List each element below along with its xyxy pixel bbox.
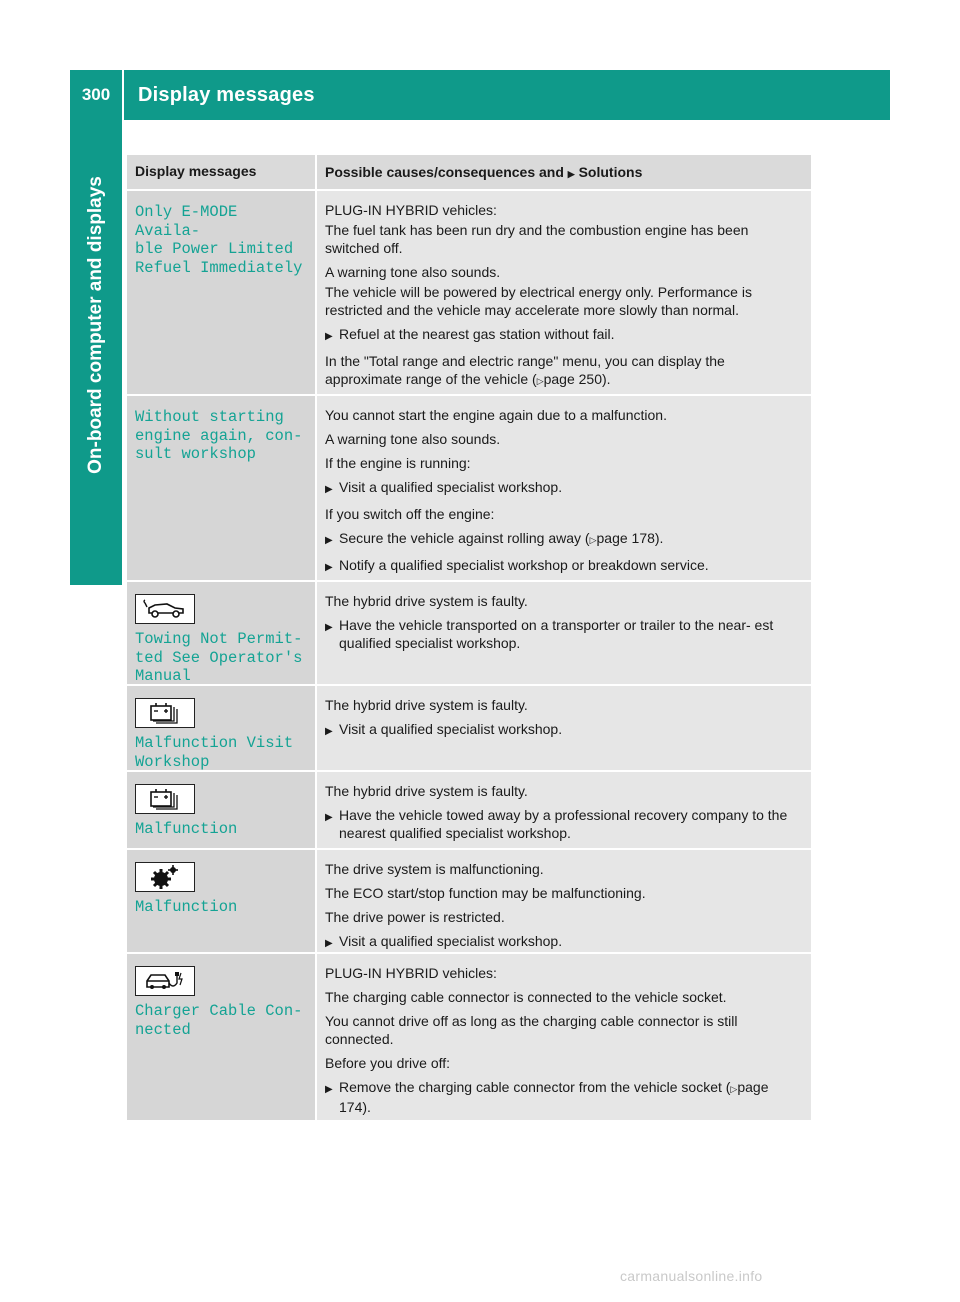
step-arrow-icon: ▶ — [325, 812, 333, 823]
page-link[interactable]: page 174). — [339, 1079, 769, 1115]
col-header-causes-text: Possible causes/consequences and — [325, 164, 564, 180]
cause-text: The vehicle will be powered by electrical energy only. Performance is restricted and the vehicle may accelerate more slowly than normal. — [325, 284, 752, 318]
section-tab-label-wrap — [70, 120, 122, 530]
cause-text: The charging cable connector is connected to the vehicle socket. — [325, 989, 727, 1005]
step-arrow-icon: ▶ — [325, 535, 333, 546]
hybrid-battery-icon — [135, 784, 195, 814]
cause-text: PLUG-IN HYBRID vehicles: — [325, 965, 497, 981]
cause-text: The hybrid drive system is faulty. — [325, 783, 528, 799]
charging-cable-car-icon — [135, 966, 195, 996]
cause-text: You cannot drive off as long as the charging cable connector is still connected. — [325, 1013, 738, 1047]
step-arrow-icon: ▶ — [325, 938, 333, 949]
cause-text: Before you drive off: — [325, 1055, 451, 1071]
cause-text: PLUG-IN HYBRID vehicles: — [325, 202, 497, 218]
table-row — [127, 772, 811, 850]
cause-text: You cannot start the engine again due to a malfunction. — [325, 407, 667, 423]
cause-text: If you switch off the engine: — [325, 506, 495, 522]
display-message: Malfunction — [135, 898, 238, 916]
step-arrow-icon: ▶ — [325, 484, 333, 495]
arrow-icon: ▶ — [567, 169, 575, 179]
step-arrow-icon: ▶ — [325, 726, 333, 737]
solution-step: ▶ Have the vehicle transported on a transporter or trailer to the near- est qualified specialist workshop. — [325, 617, 774, 651]
cause-text: A warning tone also sounds. — [325, 431, 501, 447]
tow-car-icon — [135, 594, 195, 624]
solution-step: ▶ Visit a qualified specialist workshop. — [325, 478, 803, 499]
solution-step: ▶ Refuel at the nearest gas station without fail. — [325, 325, 803, 346]
display-message: Charger Cable Con‐ nected — [135, 1002, 303, 1039]
watermark: carmanualsonline.info — [620, 1268, 763, 1284]
cross-reference: In the "Total range and electric range" menu, you can display the approximate range of the vehicle (▷page 250). — [325, 353, 725, 387]
step-arrow-icon: ▶ — [325, 331, 333, 342]
table-row — [127, 954, 811, 1122]
cause-text: The ECO start/stop function may be malfunctioning. — [325, 885, 646, 901]
display-message: Without starting engine again, con‐ sult workshop — [135, 408, 303, 463]
table-row — [127, 396, 811, 582]
step-arrow-icon: ▶ — [325, 562, 333, 573]
cause-text: The drive system is malfunctioning. — [325, 861, 544, 877]
solution-step: ▶ Notify a qualified specialist workshop or breakdown service. — [325, 556, 803, 577]
table-header-row — [127, 155, 811, 191]
section-tab-label: On-board computer and displays — [85, 176, 106, 474]
display-message: Only E-MODE Availa‐ ble Power Limited Refuel Immediately — [135, 203, 303, 277]
solution-step: ▶ Remove the charging cable connector from the vehicle socket (▷page 174). — [325, 1079, 769, 1115]
page-title: Display messages — [138, 83, 315, 106]
cause-text: If the engine is running: — [325, 455, 471, 471]
step-arrow-icon: ▶ — [325, 622, 333, 633]
page-ref-icon: ▷ — [536, 376, 544, 386]
table-row — [127, 850, 811, 954]
page-link[interactable]: page 178). — [596, 530, 664, 546]
cause-text: A warning tone also sounds. — [325, 264, 501, 280]
solution-step: ▶ Have the vehicle towed away by a professional recovery company to the nearest qualified specialist workshop. — [325, 807, 788, 841]
col-header-solutions-text: Solutions — [578, 164, 643, 180]
col-header-causes — [315, 155, 811, 189]
table-row — [127, 686, 811, 772]
page-header-bar — [70, 70, 890, 120]
display-messages-table — [127, 155, 811, 1122]
display-message: Towing Not Permit‐ ted See Operator's Manual — [135, 630, 303, 685]
cause-text: The drive power is restricted. — [325, 909, 505, 925]
solution-step: ▶ Secure the vehicle against rolling away (▷page 178). — [325, 529, 803, 550]
solution-step: ▶ Visit a qualified specialist workshop. — [325, 720, 803, 741]
header-divider — [122, 70, 124, 120]
cause-text: The hybrid drive system is faulty. — [325, 593, 528, 609]
drive-system-gear-icon — [135, 862, 195, 892]
page-ref-icon: ▷ — [730, 1084, 738, 1094]
solution-step: ▶ Visit a qualified specialist workshop. — [325, 932, 803, 953]
step-arrow-icon: ▶ — [325, 1084, 333, 1095]
col-header-messages: Display messages — [127, 155, 315, 189]
display-message: Malfunction — [135, 820, 238, 838]
page-link[interactable]: page 250). — [543, 371, 611, 387]
hybrid-battery-icon — [135, 698, 195, 728]
cause-text: The fuel tank has been run dry and the combustion engine has been switched off. — [325, 222, 749, 256]
cause-text: The hybrid drive system is faulty. — [325, 697, 528, 713]
page-number: 300 — [81, 85, 111, 104]
page-ref-icon: ▷ — [589, 535, 597, 545]
display-message: Malfunction Visit Workshop — [135, 734, 294, 771]
table-row — [127, 191, 811, 396]
table-row — [127, 582, 811, 686]
